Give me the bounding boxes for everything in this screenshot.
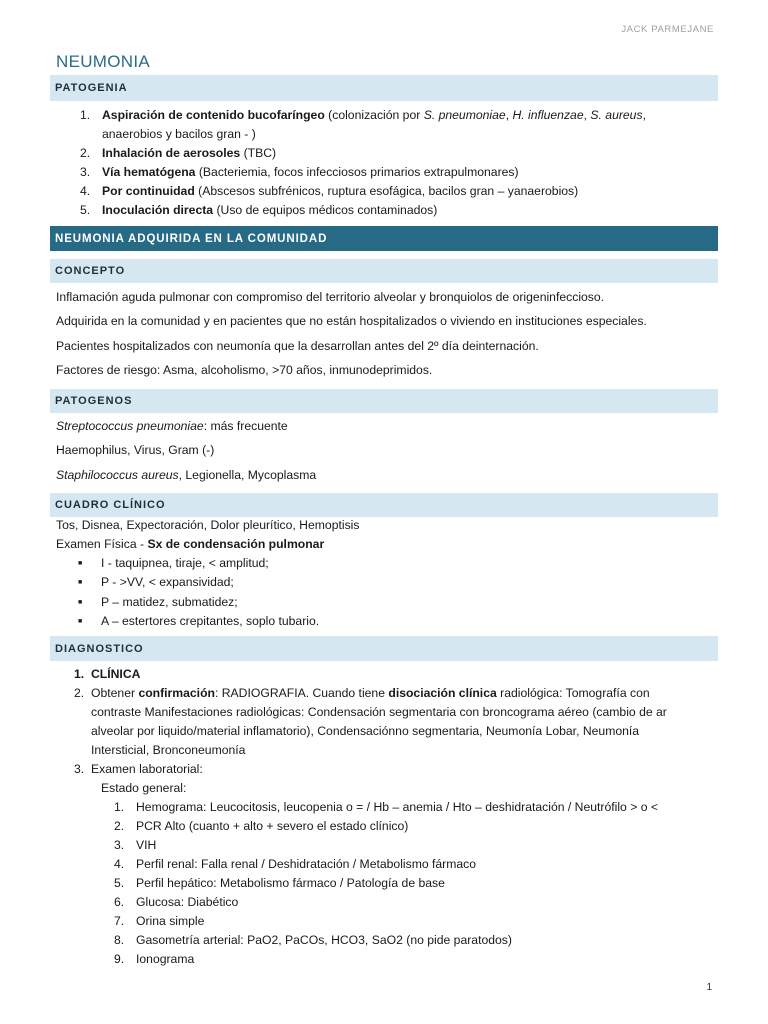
patogenos-line: Streptococcus pneumoniae: más frecuente: [56, 419, 288, 433]
laboratorio-sublist: [114, 798, 658, 969]
list-item: 4. Perfil renal: Falla renal / Deshidratación / Metabolismo fármaco: [114, 857, 477, 871]
list-item: 1. CLÍNICA: [74, 667, 141, 681]
patogenos-line: Haemophilus, Virus, Gram (-): [56, 443, 215, 457]
cuadro-bullet-list: [78, 554, 319, 631]
page-number: 1: [706, 982, 712, 993]
subsection-heading-patogenos: PATOGENOS: [50, 389, 718, 413]
document-title: NEUMONIA: [56, 52, 151, 71]
list-item: ■ I - taquipnea, tiraje, < amplitud;: [78, 554, 319, 573]
list-item: 7. Orina simple: [114, 914, 205, 928]
section-heading-patogenia: PATOGENIA: [50, 75, 718, 101]
patogenos-line: Staphilococcus aureus, Legionella, Mycoplasma: [56, 468, 317, 482]
cuadro-line: Tos, Disnea, Expectoración, Dolor pleurítico, Hemoptisis: [56, 518, 360, 532]
concepto-paragraph: Pacientes hospitalizados con neumonía que la desarrollan antes del 2º día deinternación.: [56, 339, 539, 353]
cuadro-line: Examen Física - Sx de condensación pulmonar: [56, 537, 325, 551]
list-item-continuation: Intersticial, Bronconeumonía: [91, 743, 246, 757]
list-item: 2. PCR Alto (cuanto + alto + severo el estado clínico): [114, 819, 409, 833]
section-heading-nac: NEUMONIA ADQUIRIDA EN LA COMUNIDAD: [50, 226, 718, 251]
estado-general-label: Estado general:: [101, 781, 187, 795]
list-item: 9. Ionograma: [114, 952, 195, 966]
list-item: ■ P – matidez, submatidez;: [78, 593, 319, 612]
list-item: 1. Hemograma: Leucocitosis, leucopenia o = / Hb – anemia / Hto – deshidratación / Neutrófilo > o <: [114, 800, 658, 814]
patogenia-list: [80, 106, 646, 220]
list-item: ■ P - >VV, < expansividad;: [78, 573, 319, 592]
square-bullet-icon: ■: [78, 579, 83, 587]
list-item: 8. Gasometría arterial: PaO2, PaCOs, HCO3, SaO2 (no pide paratodos): [114, 933, 512, 947]
square-bullet-icon: ■: [78, 617, 83, 625]
list-item-continuation: anaerobios y bacilos gran - ): [102, 127, 256, 141]
subsection-heading-concepto: CONCEPTO: [50, 259, 718, 283]
subsection-heading-diagnostico: DIAGNOSTICO: [50, 636, 718, 661]
list-item: ■ A – estertores crepitantes, soplo tubario.: [78, 612, 319, 631]
concepto-paragraph: Inflamación aguda pulmonar con compromiso del territorio alveolar y bronquiolos de origeninfeccioso.: [56, 290, 605, 304]
list-item: 5. Perfil hepático: Metabolismo fármaco / Patología de base: [114, 876, 445, 890]
list-item: 2. Obtener confirmación: RADIOGRAFIA. Cuando tiene disociación clínica radiológica: Tomografía con: [74, 686, 650, 700]
list-item: 5. Inoculación directa (Uso de equipos médicos contaminados): [80, 203, 438, 217]
square-bullet-icon: ■: [78, 560, 83, 567]
list-item: 6. Glucosa: Diabético: [114, 895, 239, 909]
list-item: 3. VIH: [114, 838, 157, 852]
subsection-heading-cuadro-clinico: CUADRO CLÍNICO: [50, 493, 718, 517]
list-item: 3. Vía hematógena (Bacteriemia, focos infecciosos primarios extrapulmonares): [80, 165, 519, 179]
concepto-paragraph: Adquirida en la comunidad y en pacientes que no están hospitalizados o viviendo en instituciones especiales.: [56, 314, 647, 328]
list-item: 1. Aspiración de contenido bucofaríngeo (colonización por S. pneumoniae, H. influenzae, S. aureus,: [80, 108, 646, 122]
list-item: 3. Examen laboratorial:: [74, 762, 203, 776]
concepto-paragraph: Factores de riesgo: Asma, alcoholismo, >70 años, inmunodeprimidos.: [56, 363, 433, 377]
diagnostico-list: [74, 665, 667, 798]
square-bullet-icon: ■: [78, 598, 83, 606]
list-item: 4. Por continuidad (Abscesos subfrénicos, ruptura esofágica, bacilos gran – yanaerobios): [80, 184, 579, 198]
list-item-continuation: contraste Manifestaciones radiológicas: Condensación segmentaria con broncograma aéreo (cambio de ar: [91, 705, 667, 719]
author-header: JACK PARMEJANE: [621, 24, 714, 35]
list-item: 2. Inhalación de aerosoles (TBC): [80, 146, 277, 160]
list-item-continuation: alveolar por liquido/material inflamatorio), Condensaciónno segmentaria, Neumonía Lobar, Neumonía: [91, 724, 640, 738]
